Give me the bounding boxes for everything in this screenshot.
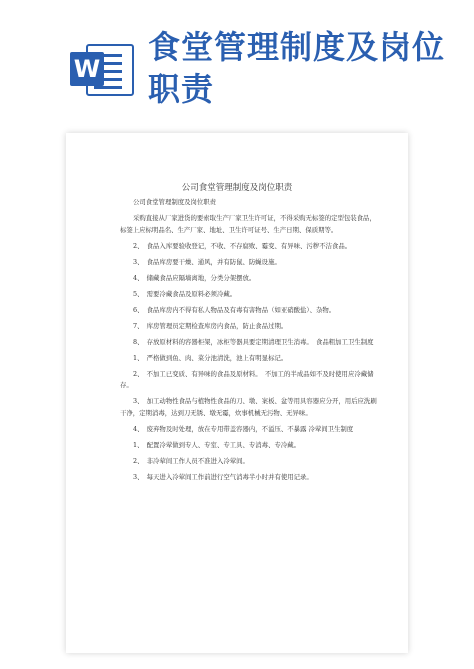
page-title: 食堂管理制度及岗位职责 — [148, 28, 446, 108]
list-item: 2、 食品入库要验收登记，不收、不存腐败、霉变、有异味、污秽不洁食品。 — [133, 241, 352, 250]
list-item: 2、 非冷荤间工作人员不准进入冷荤间。 — [133, 456, 249, 465]
paragraph: 公司食堂管理制度及岗位职责 — [133, 198, 217, 206]
list-item: 2、 不加工已变质、有异味的食品及原材料。 不加工的半成品如不及时使用应冷藏储存。 — [120, 369, 374, 389]
list-item: 8、 存放原材料的容器柜架，冰柜等器具要定期清理卫生消毒。 食品粗加工卫生制度 — [133, 337, 374, 346]
list-item: 7、 库房管理员定期检查库房内食品，防止食品过期。 — [133, 321, 288, 330]
document-title: 公司食堂管理制度及岗位职责 — [181, 183, 293, 193]
document-page-preview[interactable] — [66, 133, 408, 653]
list-item: 4、 储藏食品应隔墙离地，分类分架摆放。 — [133, 273, 256, 282]
paragraph: 采购直接从厂家进货的要索取生产厂家卫生许可证，不得采购无标签的定型包装食品，标签上应标明品名、生产厂家、地址、卫生许可证号、生产日期、保质期等。 — [120, 214, 376, 234]
list-item: 3、 加工动物性食品与植物性食品的刀、墩、案板、盆等用具容器应分开，用后应洗刷干净，定期消毒，达到刀无锈、墩无霉，炊事机械无污物、无异味。 — [120, 397, 377, 417]
list-item: 5、 需要冷藏食品及原料必须冷藏。 — [133, 289, 237, 298]
document-body — [120, 197, 378, 488]
list-item: 3、 食品库房要干燥、通风，并有防鼠、防蝇设施。 — [133, 257, 281, 266]
word-document-icon — [68, 40, 136, 98]
list-item: 1、 配置冷荤做到专人、专室、专工具、专消毒、专冷藏。 — [133, 440, 301, 449]
list-item: 1、 严格做到鱼、肉、菜分池清洗，池上有明显标记。 — [133, 353, 288, 362]
word-badge: W — [70, 52, 104, 86]
list-item: 3、 每天进入冷荤间工作前进行空气消毒半小时并有使用记录。 — [133, 472, 313, 481]
header-banner — [0, 0, 474, 110]
text-line-shape — [94, 86, 122, 89]
list-item: 4、 废弃物及时处理，放在专用带盖容器内，不溢压、不暴露 冷荤间卫生制度 — [133, 424, 354, 433]
list-item: 6、 食品库房内不得有私人物品及有毒有害物品（如亚硝酸盐）、杂物。 — [133, 305, 336, 314]
